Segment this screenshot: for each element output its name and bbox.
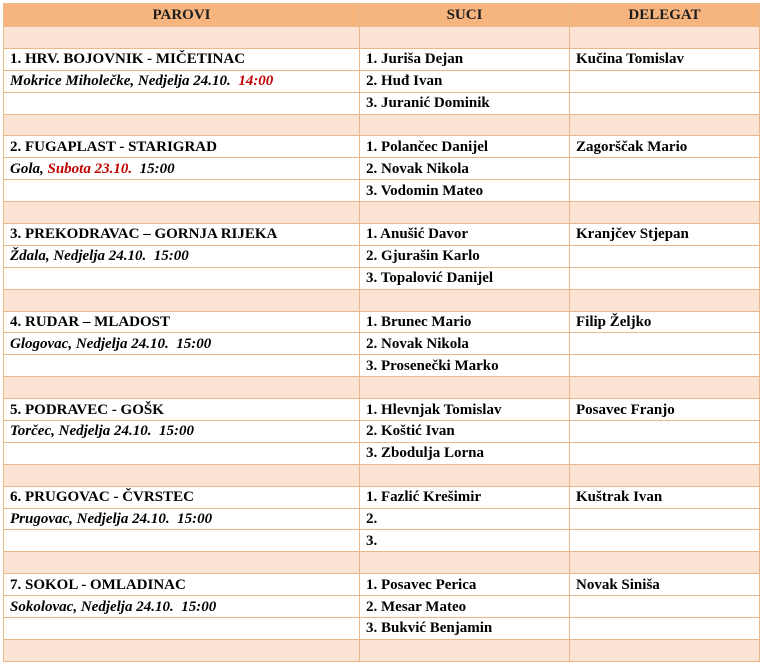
match-title: 1. HRV. BOJOVNIK - MIČETINAC [4,48,360,70]
match-row [4,596,760,618]
match-row [4,333,760,355]
spacer-cell [4,202,360,224]
match-title: 5. PODRAVEC - GOŠK [4,399,360,421]
match-row [4,311,760,333]
match-location [4,158,360,180]
match-location [4,70,360,92]
referee-1: 1. Juriša Dejan [360,48,570,70]
match-row [4,421,760,443]
location-name: Gola, [10,160,44,177]
referee-3: 3. Zbodulja Lorna [360,442,570,464]
match-location [4,333,360,355]
referee-2: 2. Koštić Ivan [360,421,570,443]
spacer-cell [4,27,360,49]
empty-cell [570,267,760,289]
schedule-body [4,27,760,662]
spacer-cell [360,202,570,224]
delegate: Novak Siniša [570,574,760,596]
spacer-cell [4,289,360,311]
referee-2: 2. Novak Nikola [360,158,570,180]
spacer-cell [360,27,570,49]
empty-cell [570,158,760,180]
referee-2: 2. Gjurašin Karlo [360,245,570,267]
match-title: 6. PRUGOVAC - ČVRSTEC [4,486,360,508]
referee-1: 1. Hlevnjak Tomislav [360,399,570,421]
match-location [4,596,360,618]
spacer-row [4,289,760,311]
match-row [4,224,760,246]
match-time: 15:00 [153,248,189,265]
match-title: 3. PREKODRAVAC – GORNJA RIJEKA [4,224,360,246]
spacer-row [4,552,760,574]
match-row [4,92,760,114]
match-row [4,508,760,530]
referee-3: 3. Bukvić Benjamin [360,618,570,640]
spacer-row [4,27,760,49]
header-row [4,4,760,27]
spacer-row [4,202,760,224]
header-parovi: PAROVI [4,4,360,27]
spacer-row [4,464,760,486]
match-row [4,442,760,464]
spacer-cell [360,114,570,136]
spacer-cell [4,464,360,486]
spacer-row [4,377,760,399]
empty-cell [4,267,360,289]
match-time: 15:00 [176,335,212,352]
match-time: 14:00 [238,73,274,90]
spacer-cell [360,377,570,399]
referee-3: 3. Topalović Danijel [360,267,570,289]
match-location [4,421,360,443]
spacer-cell [570,639,760,661]
delegate: Kuštrak Ivan [570,486,760,508]
location-name: Mokrice Miholečke, [10,73,135,90]
match-day: Nedjelja 24.10. [137,73,231,90]
location-name: Ždala, [10,248,50,265]
referee-3: 3. Vodomin Mateo [360,180,570,202]
header-delegat: DELEGAT [570,4,760,27]
spacer-cell [570,202,760,224]
spacer-cell [570,114,760,136]
referee-2: 2. Huđ Ivan [360,70,570,92]
empty-cell [570,421,760,443]
referee-3: 3. Juranić Dominik [360,92,570,114]
empty-cell [4,618,360,640]
delegate: Zagorščak Mario [570,136,760,158]
match-title: 2. FUGAPLAST - STARIGRAD [4,136,360,158]
match-title: 7. SOKOL - OMLADINAC [4,574,360,596]
spacer-cell [360,552,570,574]
referee-3: 3. [360,530,570,552]
empty-cell [4,92,360,114]
empty-cell [570,245,760,267]
match-row [4,486,760,508]
empty-cell [570,618,760,640]
match-day: Nedjelja 24.10. [76,511,170,528]
empty-cell [4,530,360,552]
spacer-cell [570,289,760,311]
delegate: Kranjčev Stjepan [570,224,760,246]
match-row [4,136,760,158]
referee-3: 3. Prosenečki Marko [360,355,570,377]
match-title: 4. RUDAR – MLADOST [4,311,360,333]
match-day: Subota 23.10. [47,160,133,177]
referee-1: 1. Polančec Danijel [360,136,570,158]
match-row [4,618,760,640]
spacer-row [4,114,760,136]
location-name: Sokolovac, [10,598,78,615]
delegate: Filip Željko [570,311,760,333]
match-time: 15:00 [177,511,213,528]
match-day: Nedjelja 24.10. [75,335,169,352]
match-location [4,508,360,530]
empty-cell [570,596,760,618]
location-name: Prugovac, [10,511,73,528]
match-row [4,48,760,70]
match-row [4,70,760,92]
empty-cell [570,530,760,552]
referee-1: 1. Brunec Mario [360,311,570,333]
match-schedule-table [3,3,760,662]
match-time: 15:00 [181,598,217,615]
empty-cell [4,442,360,464]
spacer-cell [570,464,760,486]
location-name: Glogovac, [10,335,73,352]
spacer-cell [360,639,570,661]
match-row [4,158,760,180]
spacer-cell [360,464,570,486]
match-time: 15:00 [159,423,195,440]
match-location [4,245,360,267]
delegate: Kučina Tomislav [570,48,760,70]
header-suci: SUCI [360,4,570,27]
empty-cell [570,442,760,464]
empty-cell [570,92,760,114]
match-row [4,574,760,596]
match-row [4,399,760,421]
empty-cell [570,180,760,202]
spacer-cell [4,114,360,136]
spacer-cell [360,289,570,311]
empty-cell [570,355,760,377]
match-day: Nedjelja 24.10. [53,248,147,265]
spacer-cell [4,377,360,399]
referee-1: 1. Fazlić Krešimir [360,486,570,508]
spacer-row [4,639,760,661]
referee-1: 1. Anušić Davor [360,224,570,246]
spacer-cell [570,377,760,399]
empty-cell [4,180,360,202]
location-name: Torčec, [10,423,55,440]
match-row [4,180,760,202]
empty-cell [570,508,760,530]
delegate: Posavec Franjo [570,399,760,421]
referee-2: 2. Novak Nikola [360,333,570,355]
empty-cell [570,70,760,92]
spacer-cell [4,639,360,661]
empty-cell [4,355,360,377]
match-day: Nedjelja 24.10. [80,598,174,615]
referee-2: 2. [360,508,570,530]
match-row [4,355,760,377]
referee-2: 2. Mesar Mateo [360,596,570,618]
referee-1: 1. Posavec Perica [360,574,570,596]
empty-cell [570,333,760,355]
spacer-cell [570,27,760,49]
spacer-cell [4,552,360,574]
spacer-cell [570,552,760,574]
match-day: Nedjelja 24.10. [58,423,152,440]
match-row [4,267,760,289]
match-row [4,245,760,267]
match-time: 15:00 [139,160,175,177]
match-row [4,530,760,552]
